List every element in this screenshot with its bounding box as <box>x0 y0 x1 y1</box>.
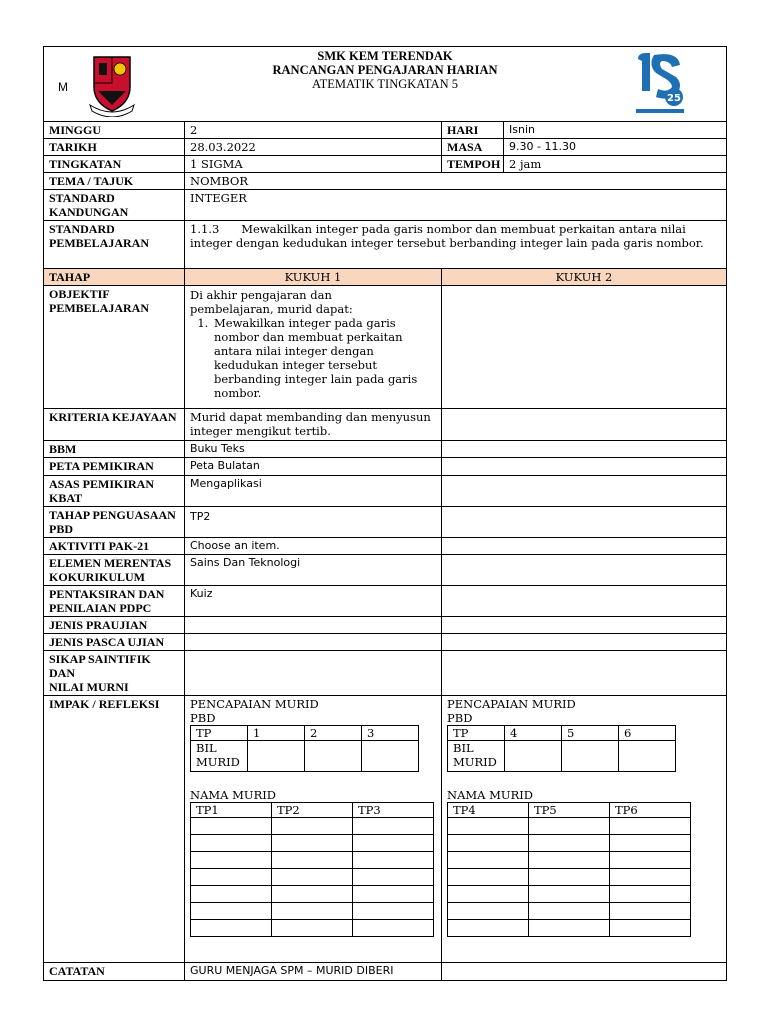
name-cell <box>191 818 272 835</box>
names-left-tp1: TP1 <box>191 803 272 818</box>
aktiviti-value[interactable]: Choose an item. <box>185 538 442 555</box>
impak-k2 <box>442 696 727 963</box>
tempoh-label: TEMPOH <box>442 156 504 173</box>
name-cell <box>272 920 353 937</box>
names-right-tp5: TP5 <box>529 803 610 818</box>
pentaksiran-label-line-2: PENILAIAN PDPC <box>49 601 152 615</box>
tahap-penguasaan-label <box>44 507 185 538</box>
name-cell <box>191 835 272 852</box>
objektif-intro: Di akhir pengajaran dan pembelajaran, murid dapat: <box>190 288 353 316</box>
bil-left-line-1: BIL <box>196 741 217 755</box>
bil-right-cell <box>505 741 562 772</box>
name-cell <box>529 886 610 903</box>
bil-right-cell <box>562 741 619 772</box>
tahap-penguasaan-line-2: PBD <box>49 522 73 536</box>
pentaksiran-value: Kuiz <box>185 586 442 617</box>
peta-value: Peta Bulatan <box>185 458 442 476</box>
impak-label: IMPAK / REFLEKSI <box>44 696 185 963</box>
name-cell <box>610 818 691 835</box>
name-cell <box>272 903 353 920</box>
hari-value: Isnin <box>504 122 727 139</box>
name-cell <box>529 903 610 920</box>
sikap-label <box>44 651 185 696</box>
masa-label: MASA <box>442 139 504 156</box>
pentaksiran-k2 <box>442 586 727 617</box>
objektif-label-line-2: PEMBELAJARAN <box>49 301 150 315</box>
sikap-k2 <box>442 651 727 696</box>
name-cell <box>610 869 691 886</box>
name-cell <box>191 869 272 886</box>
nama-murid-right: NAMA MURID <box>447 788 533 802</box>
tahap-penguasaan-k2 <box>442 507 727 538</box>
name-cell <box>529 818 610 835</box>
name-cell <box>353 852 434 869</box>
impak-k1 <box>185 696 442 963</box>
pbd-left-1: 1 <box>248 726 305 741</box>
svg-text:25: 25 <box>667 93 681 104</box>
hari-label: HARI <box>442 122 504 139</box>
catatan-label: CATATAN <box>44 963 185 981</box>
subject-title: ATEMATIK TINGKATAN 5 <box>312 77 458 91</box>
kriteria-value: Murid dapat membanding dan menyusun integer mengikut tertib. <box>185 409 442 441</box>
name-cell <box>353 903 434 920</box>
pentaksiran-label-line-1: PENTAKSIRAN DAN <box>49 587 165 601</box>
name-cell <box>191 852 272 869</box>
objektif-label-line-1: OBJEKTIF <box>49 287 110 301</box>
sp-label <box>44 221 185 269</box>
name-cell <box>191 903 272 920</box>
names-left-tp2: TP2 <box>272 803 353 818</box>
name-cell <box>529 920 610 937</box>
name-cell <box>272 818 353 835</box>
pasca-value <box>185 634 442 651</box>
objektif-k2 <box>442 286 727 409</box>
name-cell <box>353 818 434 835</box>
asas-label-line-2: KBAT <box>49 491 83 505</box>
pbd-right-6: 6 <box>619 726 676 741</box>
kukuh-1-header: KUKUH 1 <box>185 269 442 286</box>
name-cell <box>610 835 691 852</box>
lesson-plan-table <box>43 46 727 981</box>
bil-left-cell <box>362 741 419 772</box>
tema-label: TEMA / TAJUK <box>44 173 185 190</box>
pbd-left-3: 3 <box>362 726 419 741</box>
asas-k2 <box>442 476 727 507</box>
tahap-label: TAHAP <box>44 269 185 286</box>
pbd-right-5: 5 <box>562 726 619 741</box>
names-table-right <box>447 802 691 937</box>
sk-label-line-1: STANDARD <box>49 191 115 205</box>
peta-k2 <box>442 458 727 476</box>
school-name: SMK KEM TERENDAK <box>317 49 453 63</box>
bil-right-cell <box>619 741 676 772</box>
elemen-label-line-2: KOKURIKULUM <box>49 570 145 584</box>
name-cell <box>610 886 691 903</box>
pentaksiran-label <box>44 586 185 617</box>
name-cell <box>353 886 434 903</box>
name-cell <box>448 920 529 937</box>
tarikh-label: TARIKH <box>44 139 185 156</box>
name-cell <box>272 886 353 903</box>
objektif-item: 1. Mewakilkan integer pada garis nombor dan membuat perkaitan antara nilai integer dengan kedudukan integer tersebut berbanding integer lain pada garis nombor. <box>212 316 419 400</box>
header-row <box>44 47 727 122</box>
name-cell <box>448 835 529 852</box>
name-cell <box>610 903 691 920</box>
kriteria-k2 <box>442 409 727 441</box>
sp-label-line-2: PEMBELAJARAN <box>49 236 150 250</box>
aktiviti-label: AKTIVITI PAK-21 <box>44 538 185 555</box>
name-cell <box>272 835 353 852</box>
bil-left-line-2: MURID <box>196 755 240 769</box>
nama-murid-left: NAMA MURID <box>190 788 276 802</box>
bil-left-cell <box>248 741 305 772</box>
tempoh-value: 2 jam <box>504 156 727 173</box>
sikap-label-line-1: SIKAP SAINTIFIK DAN <box>49 652 151 680</box>
names-left-tp3: TP3 <box>353 803 434 818</box>
sp-value: 1.1.3 Mewakilkan integer pada garis nombor dan membuat perkaitan antara nilai integer dengan kedudukan integer tersebut berbanding integer lain pada garis nombor. <box>185 221 727 269</box>
praujian-label: JENIS PRAUJIAN <box>44 617 185 634</box>
names-table-left <box>190 802 434 937</box>
pasca-k2 <box>442 634 727 651</box>
pbd-right-tp: TP <box>448 726 505 741</box>
name-cell <box>448 852 529 869</box>
objektif-k1 <box>185 286 442 409</box>
names-right-tp6: TP6 <box>610 803 691 818</box>
header-cell <box>44 47 727 122</box>
pbd-table-left <box>190 725 419 772</box>
pbd-left-tp: TP <box>191 726 248 741</box>
asas-label <box>44 476 185 507</box>
objektif-label <box>44 286 185 409</box>
name-cell <box>353 869 434 886</box>
header-title <box>44 49 726 91</box>
catatan-value: GURU MENJAGA SPM – MURID DIBERI <box>185 963 442 981</box>
asas-value: Mengaplikasi <box>185 476 442 507</box>
plan-title: RANCANGAN PENGAJARAN HARIAN <box>272 63 498 77</box>
catatan-k2 <box>442 963 727 981</box>
name-cell <box>610 852 691 869</box>
sikap-label-line-2: NILAI MURNI <box>49 680 129 694</box>
praujian-k2 <box>442 617 727 634</box>
name-cell <box>272 852 353 869</box>
name-cell <box>529 852 610 869</box>
tahap-penguasaan-line-1: TAHAP PENGUASAAN <box>49 508 176 522</box>
name-cell <box>610 920 691 937</box>
name-cell <box>191 920 272 937</box>
aktiviti-k2 <box>442 538 727 555</box>
tema-value: NOMBOR <box>185 173 727 190</box>
name-cell <box>529 835 610 852</box>
name-cell <box>353 920 434 937</box>
pencapaian-label-right: PENCAPAIAN MURID <box>447 697 576 711</box>
peta-label: PETA PEMIKIRAN <box>44 458 185 476</box>
elemen-label <box>44 555 185 586</box>
name-cell <box>448 818 529 835</box>
bbm-k2 <box>442 441 727 458</box>
pbd-table-right <box>447 725 676 772</box>
names-right-tp4: TP4 <box>448 803 529 818</box>
masa-value: 9.30 - 11.30 <box>504 139 727 156</box>
pbd-left-2: 2 <box>305 726 362 741</box>
sk-value: INTEGER <box>185 190 727 221</box>
tahap-penguasaan-value: TP2 <box>185 507 442 538</box>
pbd-right-4: 4 <box>505 726 562 741</box>
pasca-label: JENIS PASCA UJIAN <box>44 634 185 651</box>
tarikh-value: 28.03.2022 <box>185 139 442 156</box>
bil-murid-left <box>191 741 248 772</box>
pbd-label-left: PBD <box>190 711 216 725</box>
name-cell <box>448 869 529 886</box>
name-cell <box>448 903 529 920</box>
sk-label <box>44 190 185 221</box>
name-cell <box>529 869 610 886</box>
pencapaian-label-left: PENCAPAIAN MURID <box>190 697 319 711</box>
tingkatan-label: TINGKATAN <box>44 156 185 173</box>
name-cell <box>272 869 353 886</box>
name-cell <box>448 886 529 903</box>
tingkatan-value: 1 SIGMA <box>185 156 442 173</box>
sp-label-line-1: STANDARD <box>49 222 115 236</box>
name-cell <box>353 835 434 852</box>
sikap-value <box>185 651 442 696</box>
praujian-value <box>185 617 442 634</box>
elemen-value: Sains Dan Teknologi <box>185 555 442 586</box>
anniversary-25-logo-icon <box>632 51 688 117</box>
bbm-label: BBM <box>44 441 185 458</box>
elemen-k2 <box>442 555 727 586</box>
bil-left-cell <box>305 741 362 772</box>
sk-label-line-2: KANDUNGAN <box>49 205 129 219</box>
name-cell <box>191 886 272 903</box>
kriteria-label: KRITERIA KEJAYAAN <box>44 409 185 441</box>
bil-right-line-1: BIL <box>453 741 474 755</box>
minggu-label: MINGGU <box>44 122 185 139</box>
bil-murid-right <box>448 741 505 772</box>
bbm-value: Buku Teks <box>185 441 442 458</box>
header-m: M <box>58 80 68 94</box>
bil-right-line-2: MURID <box>453 755 497 769</box>
minggu-value: 2 <box>185 122 442 139</box>
kukuh-2-header: KUKUH 2 <box>442 269 727 286</box>
elemen-label-line-1: ELEMEN MERENTAS <box>49 556 172 570</box>
pbd-label-right: PBD <box>447 711 473 725</box>
asas-label-line-1: ASAS PEMIKIRAN <box>49 477 155 491</box>
